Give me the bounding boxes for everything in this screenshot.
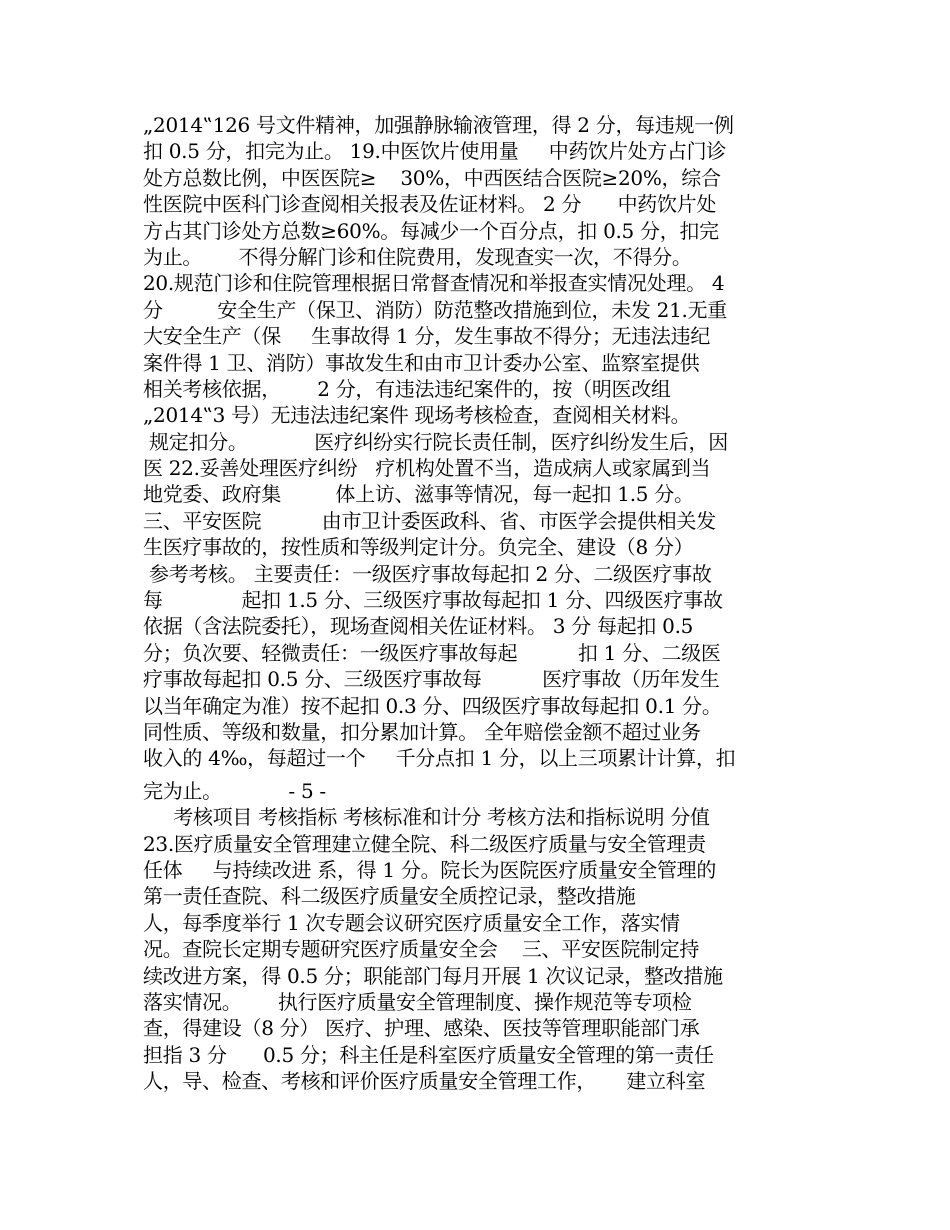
text-line: „2014‟3 号）无违法违纪案件 现场考核检查，查阅相关材料。 — [143, 403, 691, 428]
text-line: 大安全生产（保 生事故得 1 分，发生事故不得分；无违法违纪 — [143, 324, 711, 349]
text-line-page-number: 完为止。 - 5 - — [143, 778, 326, 803]
text-line: 落实情况。 执行医疗质量安全管理制度、操作规范等专项检 — [143, 989, 692, 1014]
text-line: 续改进方案，得 0.5 分；职能部门每月开展 1 次议记录，整改措施 — [143, 963, 723, 988]
table-header-line: 考核项目 考核指标 考核标准和计分 考核方法和指标说明 分值 — [143, 805, 710, 830]
text-line: 任体 与持续改进 系，得 1 分。院长为医院医疗质量安全管理的 — [143, 857, 717, 882]
text-line: 同性质、等级和数量，扣分累加计算。 全年赔偿金额不超过业务 — [143, 719, 701, 744]
text-line: 收入的 4‰，每超过一个 千分点扣 1 分，以上三项累计计算，扣 — [143, 746, 736, 771]
text-line: 方占其门诊处方总数≥60%。每减少一个百分点，扣 0.5 分，扣完 — [143, 218, 719, 243]
text-line: 为止。 不得分解门诊和住院费用，发现查实一次，不得分。 — [143, 244, 692, 269]
text-line: 生医疗事故的，按性质和等级判定计分。负完全、建设（8 分） — [143, 535, 694, 560]
text-line: 性医院中医科门诊查阅相关报表及佐证材料。 2 分 中药饮片处 — [143, 192, 717, 217]
text-line: 20.规范门诊和住院管理根据日常督查情况和举报查实情况处理。 4 — [143, 271, 725, 296]
text-line: 参考考核。 主要责任：一级医疗事故每起扣 2 分、二级医疗事故 — [143, 561, 712, 586]
text-line: 人，导、检查、考核和评价医疗质量安全管理工作， 建立科室 — [143, 1069, 706, 1094]
text-line: 第一责任查院、科二级医疗质量安全质控记录，整改措施 — [143, 884, 636, 909]
text-line: 规定扣分。 医疗纠纷实行院长责任制，医疗纠纷发生后，因 — [143, 429, 728, 454]
text-line: 分 安全生产（保卫、消防）防范整改措施到位，未发 21.无重 — [143, 297, 727, 322]
text-line: 疗事故每起扣 0.5 分、三级医疗事故每 医疗事故（历年发生 — [143, 667, 720, 692]
text-line: 相关考核依据， 2 分，有违法违纪案件的，按（明医改组 — [143, 376, 671, 401]
text-line: 人，每季度举行 1 次专题会议研究医疗质量安全工作，落实情 — [143, 910, 680, 935]
text-line: 以当年确定为准）按不起扣 0.3 分、四级医疗事故每起扣 0.1 分。 — [143, 693, 722, 718]
text-line: 三、平安医院 由市卫计委医政科、省、市医学会提供相关发 — [143, 508, 716, 533]
text-line: 处方总数比例，中医医院≥ 30%，中西医结合医院≥20%，综合 — [143, 165, 721, 190]
text-line: 查，得建设（8 分） 医疗、护理、感染、医技等管理职能部门承 — [143, 1016, 700, 1041]
text-line: 依据（含法院委托），现场查阅相关佐证材料。 3 分 每起扣 0.5 — [143, 614, 694, 639]
text-line: 每 起扣 1.5 分、三级医疗事故每起扣 1 分、四级医疗事故 — [143, 588, 723, 613]
text-line: 担指 3 分 0.5 分；科主任是科室医疗质量安全管理的第一责任 — [143, 1042, 714, 1067]
text-line: 地党委、政府集 体上访、滋事等情况，每一起扣 1.5 分。 — [143, 482, 694, 507]
text-line: 扣 0.5 分，扣完为止。 19.中医饮片使用量 中药饮片处方占门诊 — [143, 139, 727, 164]
text-line: 分；负次要、轻微责任：一级医疗事故每起 扣 1 分、二级医 — [143, 640, 721, 665]
text-line: 医 22.妥善处理医疗纠纷 疗机构处置不当，造成病人或家属到当 — [143, 456, 711, 481]
text-line: 况。查院长定期专题研究医疗质量安全会 三、平安医院制定持 — [143, 937, 700, 962]
text-line: 23.医疗质量安全管理建立健全院、科二级医疗质量与安全管理责 — [143, 831, 706, 856]
text-line: 案件得 1 卫、消防）事故发生和由市卫计委办公室、监察室提供 — [143, 350, 700, 375]
document-body-text — [143, 112, 813, 1094]
text-line: „2014‟126 号文件精神，加强静脉输液管理，得 2 分，每违规一例 — [143, 113, 734, 137]
